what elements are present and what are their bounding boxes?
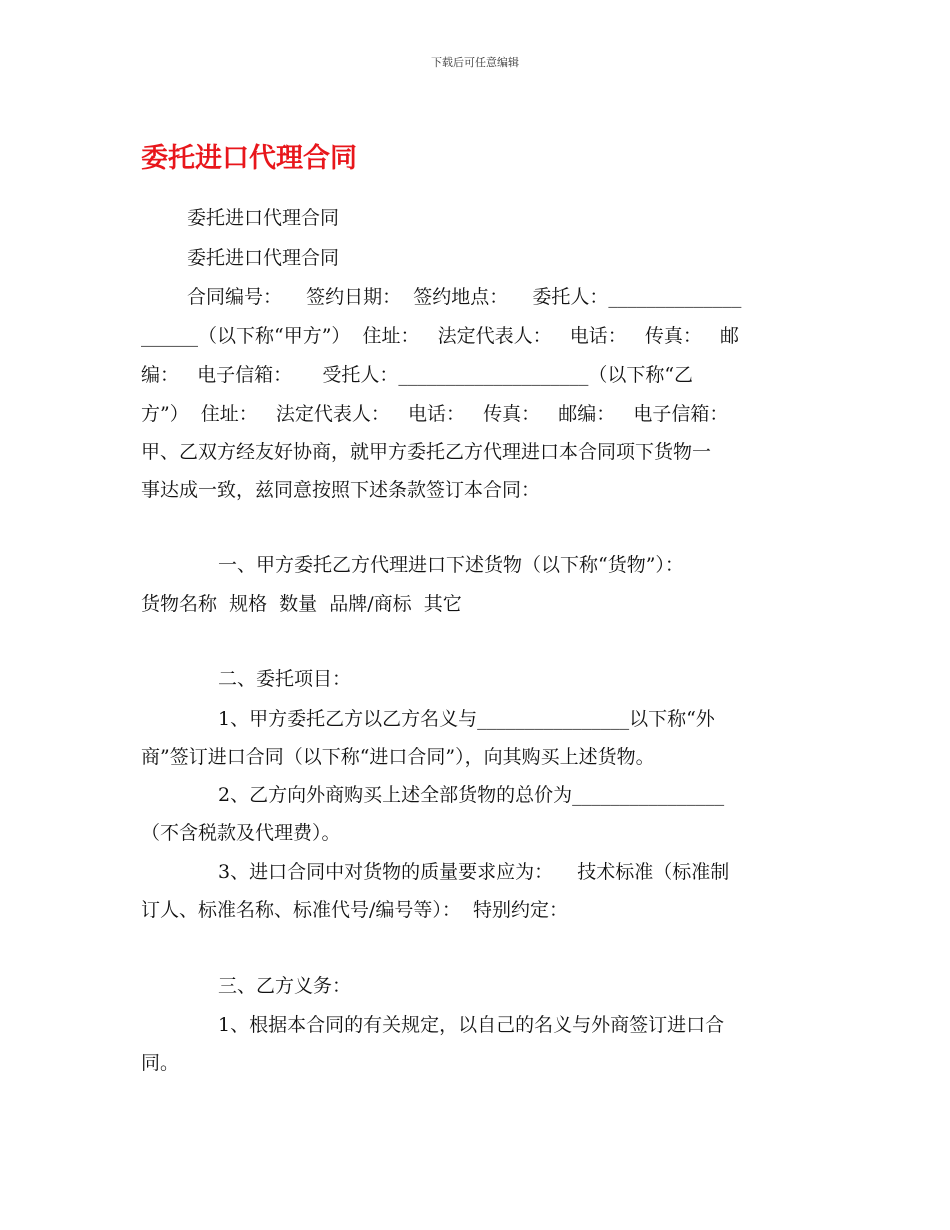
section-heading: 二、委托项目： [218,668,352,690]
body-line: 同。 [141,1052,180,1074]
section-heading: 三、乙方义务： [218,975,352,997]
body-line: 方”） 住址： 法定代表人： 电话： 传真： 邮编： 电子信箱： [141,403,729,425]
body-line: 订人、标准名称、标准代号/编号等）： 特别约定： [141,899,568,921]
body-line: （不含税款及代理费）。 [141,822,341,844]
document-title: 委托进口代理合同 [141,143,357,174]
body-line: 1、甲方委托乙方以乙方名义与________________以下称“外 [218,708,715,730]
section-heading: 一、甲方委托乙方代理进口下述货物（以下称“货物”）： [218,554,684,576]
body-line: 编： 电子信箱： 受托人：____________________（以下称“乙 [141,364,694,386]
body-line: 货物名称 规格 数量 品牌/商标 其它 [141,593,462,615]
body-line: 事达成一致，兹同意按照下述条款签订本合同： [141,479,541,501]
body-line: 2、乙方向外商购买上述全部货物的总价为________________ [218,784,725,806]
body-line: 甲、乙双方经友好协商，就甲方委托乙方代理进口本合同项下货物一 [141,441,712,463]
body-line: 委托进口代理合同 [187,247,340,269]
body-line: 合同编号： 签约日期： 签约地点： 委托人：______________ [187,286,742,308]
body-line: ______（以下称“甲方”） 住址： 法定代表人： 电话： 传真： 邮 [141,325,739,347]
page-header-note: 下载后可任意编辑 [431,56,519,69]
body-line: 1、根据本合同的有关规定，以自己的名义与外商签订进口合 [218,1014,725,1036]
body-line: 商”签订进口合同（以下称“进口合同”），向其购买上述货物。 [141,746,655,768]
body-line: 3、进口合同中对货物的质量要求应为： 技术标准（标准制 [218,861,730,883]
body-line: 委托进口代理合同 [187,207,340,229]
